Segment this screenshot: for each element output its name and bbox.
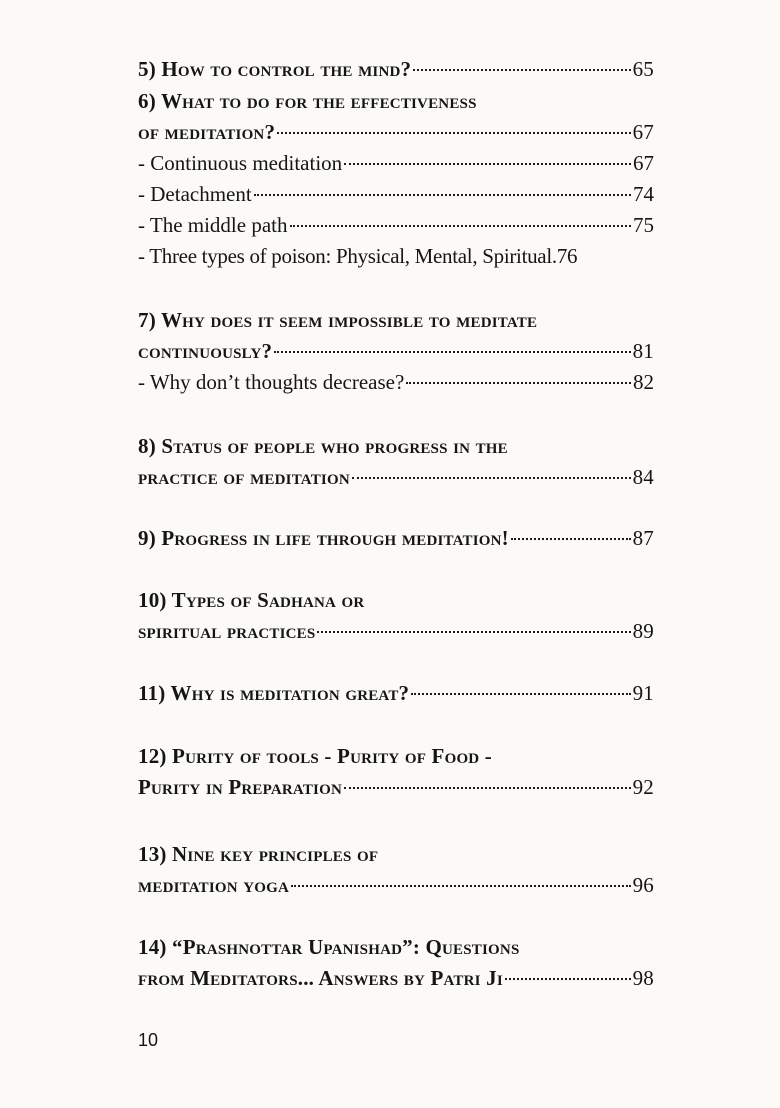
entry-page-number: 89: [632, 619, 654, 643]
toc-line: [138, 772, 654, 803]
dot-leader: [352, 477, 631, 479]
dot-leader: [344, 163, 631, 165]
entry-page-number: 81: [632, 339, 654, 363]
subentry-page-number: 74: [633, 182, 654, 206]
toc-line: [138, 305, 654, 336]
subentry-page-number: 75: [633, 213, 654, 237]
toc-subentry: [138, 179, 654, 210]
toc-subentry: [138, 241, 654, 272]
toc-line: [138, 932, 654, 963]
entry-title-continued: spiritual practices: [138, 619, 316, 643]
toc-entry-5: [138, 54, 654, 85]
toc-entry-12: [138, 741, 654, 803]
toc-subentry: [138, 210, 654, 241]
subentry-title: - Why don’t thoughts decrease?: [138, 370, 405, 394]
dot-leader: [274, 351, 630, 353]
toc-line: [138, 839, 654, 870]
toc-line: [138, 870, 654, 901]
subentry-title: - The middle path: [138, 213, 288, 237]
entry-page-number: 91: [632, 681, 654, 705]
entry-page-number: 84: [632, 465, 654, 489]
entry-page-number: 92: [632, 775, 654, 799]
entry-title: 11) Why is meditation great?: [138, 681, 410, 705]
toc-line: [138, 336, 654, 367]
toc-entry-13: [138, 839, 654, 901]
entry-title-continued: continuously?: [138, 339, 273, 363]
dot-leader: [290, 225, 632, 227]
entry-page-number: 67: [632, 120, 654, 144]
entry-title-continued: Purity in Preparation: [138, 775, 342, 799]
toc-line: [138, 523, 654, 554]
toc-line: [138, 54, 654, 85]
toc-line: [138, 86, 654, 117]
toc-subentry: [138, 367, 654, 398]
entry-title-continued: from Meditators... Answers by Patri Ji: [138, 966, 503, 990]
dot-leader: [406, 382, 631, 384]
entry-title: 9) Progress in life through meditation!: [138, 526, 509, 550]
toc-line: [138, 678, 654, 709]
entry-page-number: 96: [632, 873, 654, 897]
toc-line: [138, 616, 654, 647]
dot-leader: [277, 132, 630, 134]
entry-title-continued: meditation yoga: [138, 873, 290, 897]
toc-line: [138, 117, 654, 148]
dot-leader: [344, 787, 631, 789]
entry-title: 5) How to control the mind?: [138, 57, 412, 81]
entry-title: 7) Why does it seem impossible to meditate: [138, 308, 538, 332]
dot-leader: [511, 538, 631, 540]
toc-line: [138, 431, 654, 462]
subentry-title: - Three types of poison: Physical, Mental, Spiritual.: [138, 244, 557, 268]
subentry-page-number: 76: [556, 244, 578, 268]
subentry-page-number: 82: [633, 370, 654, 394]
entry-title: 12) Purity of tools - Purity of Food -: [138, 744, 492, 768]
entry-page-number: 65: [632, 57, 654, 81]
subentry-page-number: 67: [633, 151, 654, 175]
toc-entry-8: [138, 431, 654, 493]
dot-leader: [317, 631, 630, 633]
toc-entry-10: [138, 585, 654, 647]
toc-entry-9: [138, 523, 654, 554]
entry-title-continued: of meditation?: [138, 120, 276, 144]
toc-line: [138, 741, 654, 772]
entry-page-number: 87: [632, 526, 654, 550]
entry-title: 6) What to do for the effectiveness: [138, 89, 477, 113]
page-number: 10: [138, 1030, 159, 1050]
toc-line: [138, 462, 654, 493]
entry-title: 13) Nine key principles of: [138, 842, 379, 866]
dot-leader: [254, 194, 631, 196]
toc-entry-7: [138, 305, 654, 398]
toc-subentry: [138, 148, 654, 179]
entry-page-number: 98: [632, 966, 654, 990]
toc-line: [138, 963, 654, 994]
entry-title: 8) Status of people who progress in the: [138, 434, 508, 458]
subentry-title: - Continuous meditation: [138, 151, 343, 175]
entry-title-continued: practice of meditation: [138, 465, 350, 489]
toc-line: [138, 585, 654, 616]
entry-title: 10) Types of Sadhana or: [138, 588, 365, 612]
toc-entry-11: [138, 678, 654, 709]
dot-leader: [505, 978, 631, 980]
toc-entry-14: [138, 932, 654, 994]
dot-leader: [291, 885, 631, 887]
entry-title: 14) “Prashnottar Upanishad”: Questions: [138, 935, 520, 959]
dot-leader: [411, 693, 630, 695]
dot-leader: [413, 69, 630, 71]
toc-entry-6: [138, 86, 654, 272]
subentry-title: - Detachment: [138, 182, 252, 206]
